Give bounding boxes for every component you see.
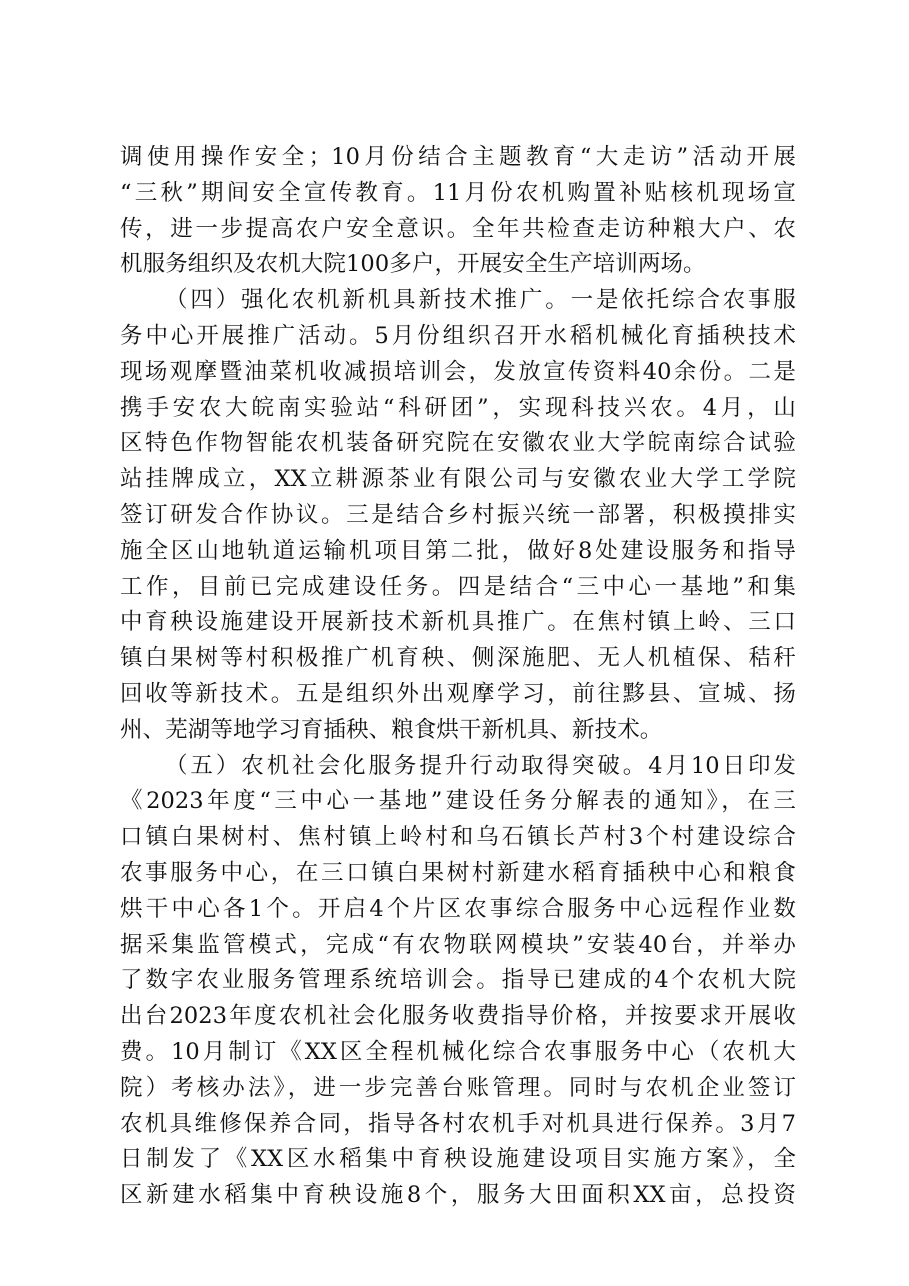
text-line: 区特色作物智能农机装备研究院在安徽农业大学皖南综合试验 [120, 430, 796, 457]
text-line: 现场观摩暨油菜机收减损培训会，发放宣传资料40余份。二是 [120, 358, 796, 385]
text-line: （四）强化农机新机具新技术推广。一是依托综合农事服 [165, 287, 796, 314]
text-line: 区新建水稻集中育秧设施8个，服务大田面积XX亩，总投资 [120, 1182, 796, 1209]
text-line: 回收等新技术。五是组织外出观摩学习，前往黟县、宣城、扬 [120, 680, 796, 707]
text-line: 《2023年度“三中心一基地”建设任务分解表的通知》，在三 [120, 788, 796, 815]
text-line: 院）考核办法》，进一步完善台账管理。同时与农机企业签订 [120, 1074, 796, 1101]
text-line: 州、芜湖等地学习育插秧、粮食烘干新机具、新技术。 [120, 716, 663, 743]
text-line: 传，进一步提高农户安全意识。全年共检查走访种粮大户、农 [120, 215, 796, 242]
text-line: 日制发了《XX区水稻集中育秧设施建设项目实施方案》，全 [120, 1146, 796, 1173]
text-line: 农事服务中心，在三口镇白果树村新建水稻育插秧中心和粮食 [120, 859, 796, 886]
text-line: 费。10月制订《XX区全程机械化综合农事服务中心（农机大 [120, 1038, 796, 1065]
text-line: 站挂牌成立，XX立耕源茶业有限公司与安徽农业大学工学院 [120, 466, 796, 493]
text-line: 签订研发合作协议。三是结合乡村振兴统一部署，积极摸排实 [120, 501, 796, 528]
paragraph-socialized-service [120, 749, 796, 1214]
text-line: 工作，目前已完成建设任务。四是结合“三中心一基地”和集 [120, 573, 796, 600]
text-line: 中育秧设施建设开展新技术新机具推广。在焦村镇上岭、三口 [120, 609, 796, 636]
text-line: 施全区山地轨道运输机项目第二批，做好8处建设服务和指导 [120, 537, 796, 564]
text-line: 农机具维修保养合同，指导各村农机手对机具进行保养。3月7 [120, 1110, 796, 1137]
text-line: 机服务组织及农机大院100多户，开展安全生产培训两场。 [120, 251, 706, 278]
paragraph-safety-education [120, 140, 796, 283]
paragraph-new-machinery-promotion [120, 283, 796, 748]
text-line: 了数字农业服务管理系统培训会。指导已建成的4个农机大院 [120, 967, 796, 994]
text-line: 口镇白果树村、焦村镇上岭村和乌石镇长芦村3个村建设综合 [120, 824, 796, 851]
text-line: 出台2023年度农机社会化服务收费指导价格，并按要求开展收 [120, 1003, 796, 1030]
text-line: 据采集监管模式，完成“有农物联网模块”安装40台，并举办 [120, 931, 796, 958]
text-line: “三秋”期间安全宣传教育。11月份农机购置补贴核机现场宣 [120, 179, 796, 206]
text-line: 务中心开展推广活动。5月份组织召开水稻机械化育插秧技术 [120, 322, 796, 349]
text-line: （五）农机社会化服务提升行动取得突破。4月10日印发 [165, 752, 796, 779]
text-line: 烘干中心各1个。开启4个片区农事综合服务中心远程作业数 [120, 895, 796, 922]
text-line: 镇白果树等村积极推广机育秧、侧深施肥、无人机植保、秸秆 [120, 645, 796, 672]
text-line: 携手安农大皖南实验站“科研团”，实现科技兴农。4月，山 [120, 394, 796, 421]
text-line: 调使用操作安全；10月份结合主题教育“大走访”活动开展 [120, 144, 796, 170]
document-body [120, 140, 796, 1214]
